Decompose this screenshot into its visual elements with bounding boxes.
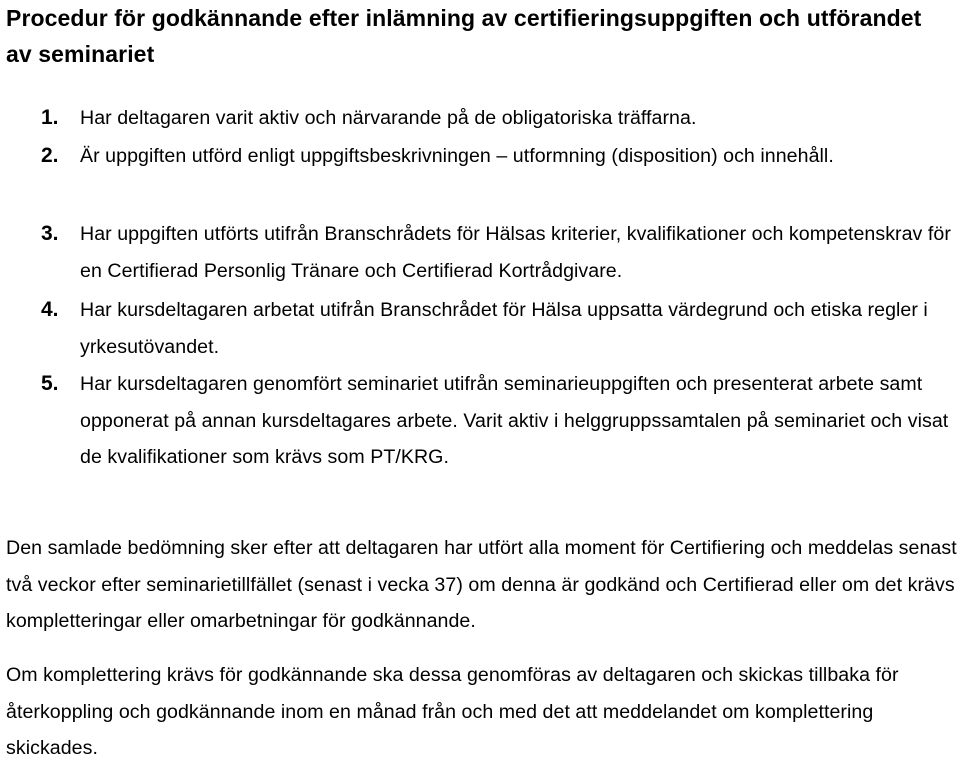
list-item-text: Har kursdeltagaren arbetat utifrån Branschrådet för Hälsa uppsatta värdegrund och etiska regler i yrkesutövandet. [80,299,928,358]
document-heading: Procedur för godkännande efter inlämning av certifieringsuppgiften och utförandet av seminariet [6,5,922,67]
list-item-text: Har kursdeltagaren genomfört seminariet utifrån seminarieuppgiften och presenterat arbete samt opponerat på annan kursdeltagares arbete. Varit aktiv i helggruppssamtalen på seminariet och visat de kvalifikationer som krävs som PT/KRG. [80,373,949,468]
list-item-number: 2. [41,144,59,167]
completion-paragraph: Om komplettering krävs för godkännande ska dessa genomföras av deltagaren och skickas tillbaka för återkoppling och godkännande inom en månad från och med det att meddelandet om komplettering skickades. [6,664,899,759]
list-item-number: 4. [41,298,59,321]
list-item-text: Är uppgiften utförd enligt uppgiftsbeskrivningen – utformning (disposition) och innehåll. [80,145,834,167]
list-item-number: 3. [41,222,59,245]
list-item-number: 5. [41,372,59,395]
assessment-paragraph: Den samlade bedömning sker efter att deltagaren har utfört alla moment för Certifiering och meddelas senast två veckor efter seminarietillfället (senast i vecka 37) om denna är godkänd och Certifierad eller om det krävs kompletteringar eller omarbetningar för godkännande. [6,537,957,632]
list-item-text: Har uppgiften utförts utifrån Branschrådets för Hälsas kriterier, kvalifikationer och kompetenskrav för en Certifierad Personlig Tränare och Certifierad Kortrådgivare. [80,223,951,282]
list-item-number: 1. [41,106,59,129]
list-item-text: Har deltagaren varit aktiv och närvarande på de obligatoriska träffarna. [80,107,697,129]
